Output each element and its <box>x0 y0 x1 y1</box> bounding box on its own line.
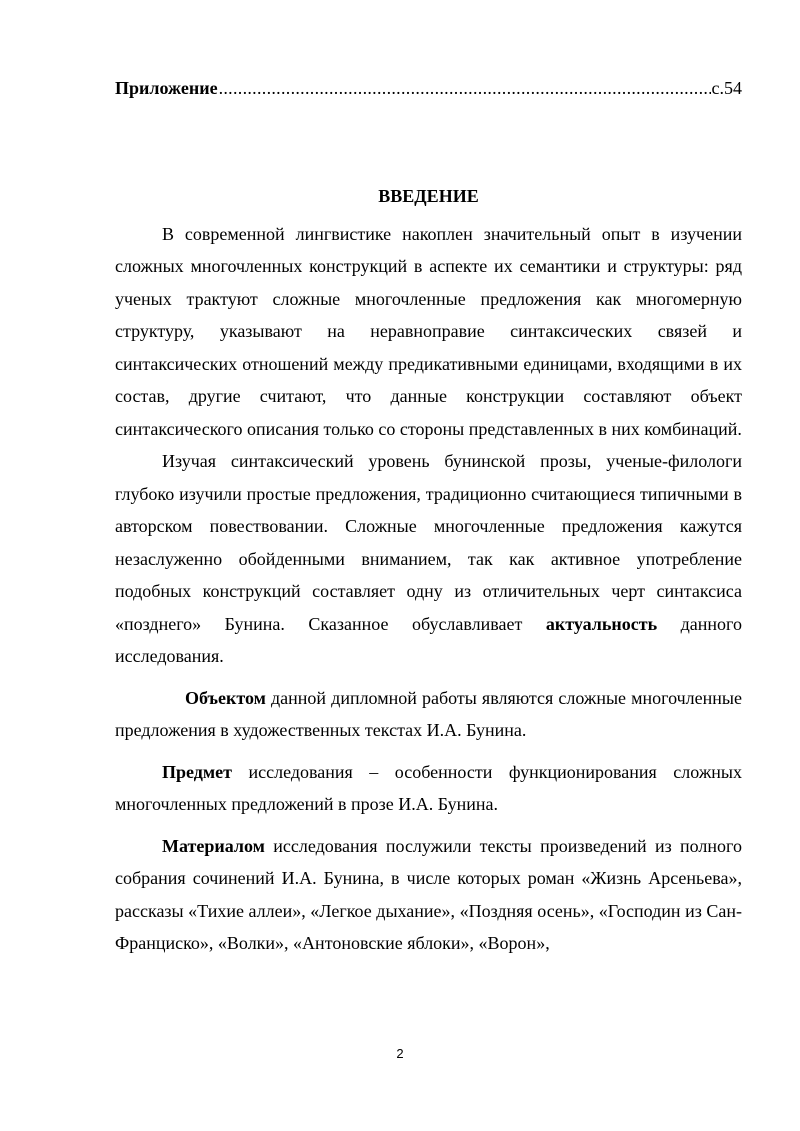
paragraph-object-bold: Объектом <box>185 687 266 708</box>
paragraph-2-end: данного исследования. <box>115 613 742 666</box>
paragraph-subject <box>115 756 742 821</box>
paragraph-material <box>115 830 742 960</box>
paragraph-subject-bold: Предмет <box>162 761 232 782</box>
toc-entry <box>115 72 742 105</box>
toc-entry-page: с.54 <box>711 78 742 98</box>
paragraph-2-bold: актуальность <box>545 613 658 634</box>
paragraph-1-text: В современной лингвистике накоплен значительный опыт в изучении сложных многочленных конструкций в аспекте их семантики и структуры: ряд ученых трактуют сложные многочленные предложения как многомерную структуру, указывают на неравноправие синтаксических связей и синтаксических отношений между предикативными единицами, входящими в их состав, другие считают, что данные конструкции составляют объект синтаксического описания только со стороны представленных в них комбинаций. <box>115 223 742 439</box>
paragraph-1 <box>115 218 742 446</box>
paragraph-object <box>115 682 742 747</box>
paragraph-material-text: исследования послужили тексты произведений из полного собрания сочинений И.А. Бунина, в числе которых роман «Жизнь Арсеньева», рассказы «Тихие аллеи», «Легкое дыхание», «Поздняя осень», «Господин из Сан-Франциско», «Волки», «Антоновские яблоки», «Ворон», <box>115 835 742 953</box>
paragraph-object-text: данной дипломной работы являются сложные многочленные предложения в художественных текстах И.А. Бунина. <box>115 687 742 740</box>
page-number: 2 <box>396 1046 404 1061</box>
paragraph-2 <box>115 445 742 673</box>
section-heading: ВВЕДЕНИЕ <box>378 186 479 206</box>
paragraph-subject-text: исследования – особенности функционирования сложных многочленных предложений в прозе И.А. Бунина. <box>115 761 742 814</box>
page-content <box>115 72 742 960</box>
toc-leader-dots <box>219 72 711 105</box>
paragraph-2-text: Изучая синтаксический уровень бунинской прозы, ученые-филологи глубоко изучили простые предложения, традиционно считающиеся типичными в авторском повествовании. Сложные многочленные предложения кажутся незаслуженно обойденными вниманием, так как активное употребление подобных конструкций составляет одну из отличительных черт синтаксиса «позднего» Бунина. Сказанное обуславливает <box>115 451 742 634</box>
toc-entry-label: Приложение <box>115 78 218 98</box>
paragraph-material-bold: Материалом <box>162 835 265 856</box>
